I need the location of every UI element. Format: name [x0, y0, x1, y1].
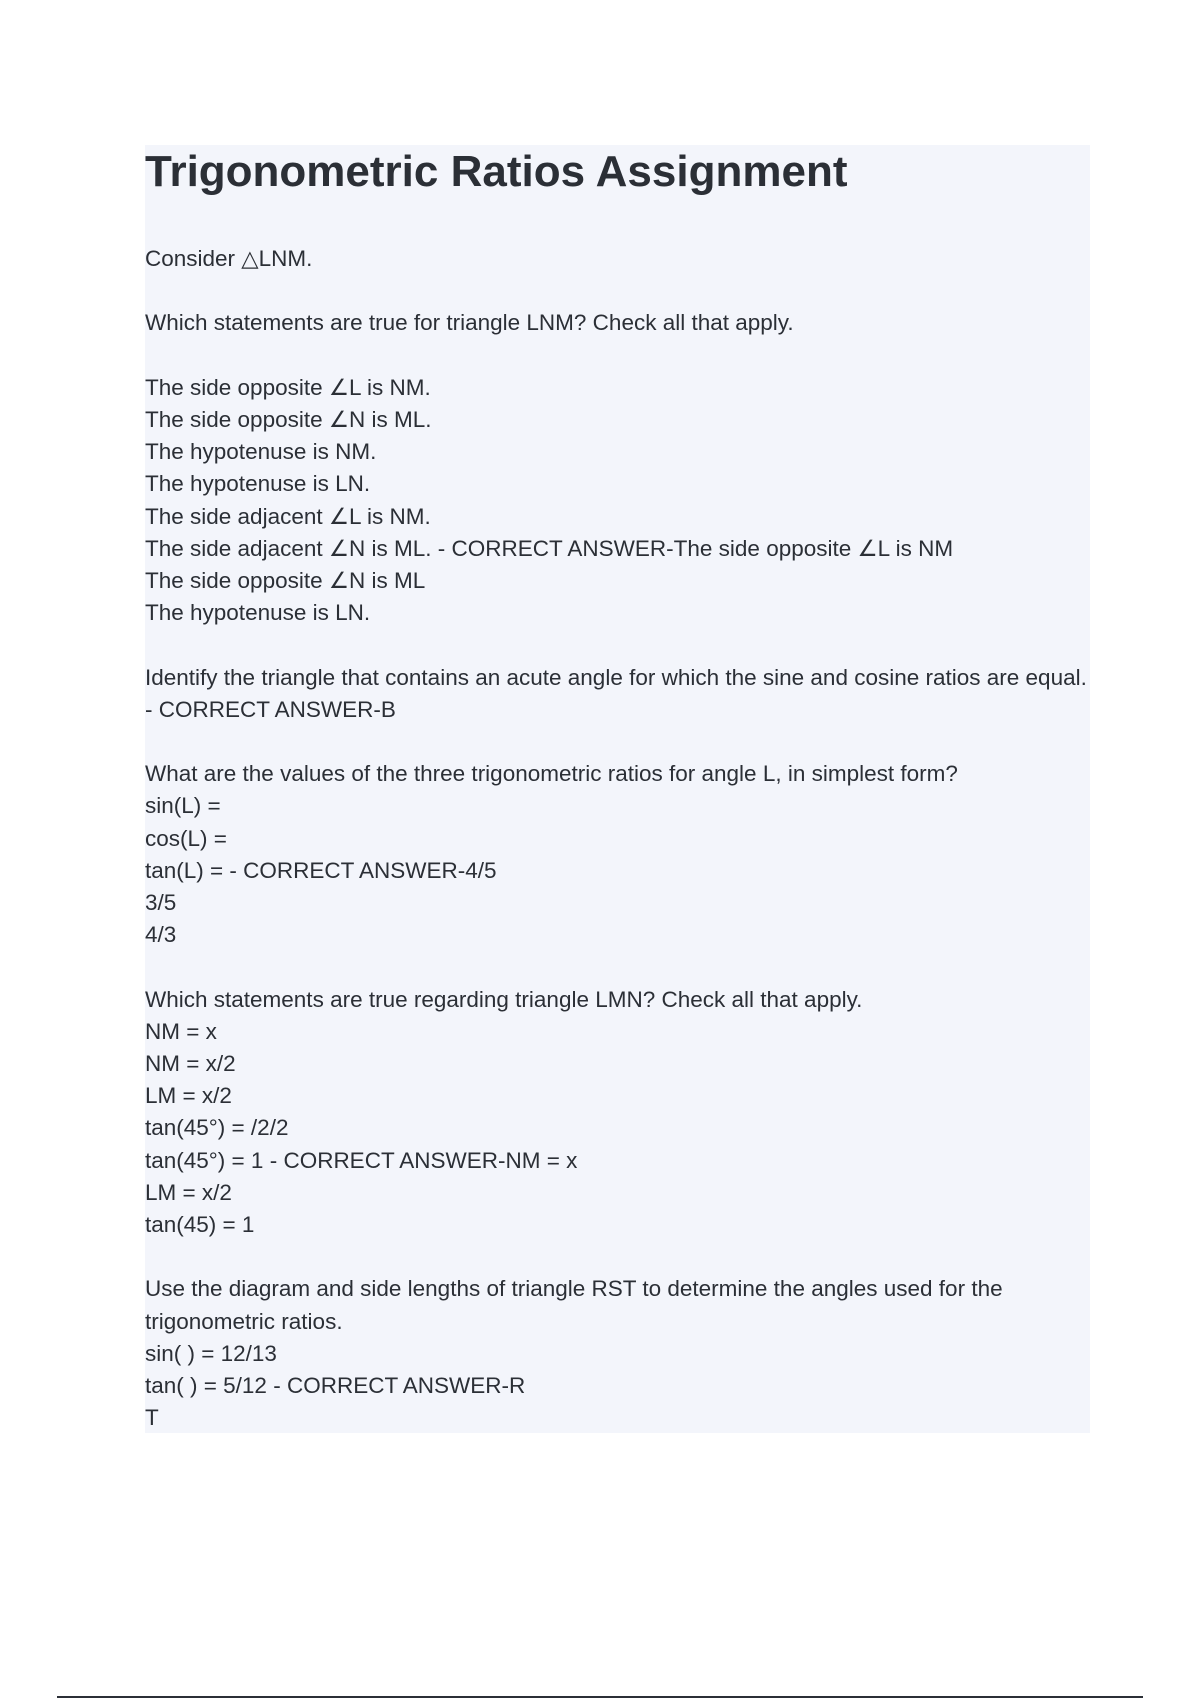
question-4-line: LM = x/2: [145, 1083, 232, 1109]
question-5-line: tan( ) = 5/12 - CORRECT ANSWER-R: [145, 1373, 526, 1399]
question-3-line: cos(L) =: [145, 825, 227, 851]
question-4-line: NM = x/2: [145, 1051, 236, 1076]
document-body: [145, 243, 1095, 1467]
footer-rule: [57, 1696, 1143, 1698]
question-4-line: Which statements are true regarding triangle LMN? Check all that apply.: [145, 986, 863, 1012]
question-4-line: tan(45) = 1: [145, 1212, 255, 1238]
question-1-line: The hypotenuse is NM.: [145, 439, 377, 465]
question-2-text: Identify the triangle that contains an acute angle for which the sine and cosine ratios are equal. - CORRECT ANSWER-B: [145, 664, 1087, 722]
document-title: Trigonometric Ratios Assignment: [145, 147, 848, 196]
question-3-line: sin(L) =: [145, 793, 221, 819]
question-1-line: The side adjacent ∠N is ML. - CORRECT ANSWER-The side opposite ∠L is NM: [145, 535, 954, 561]
question-3-line: tan(L) = - CORRECT ANSWER-4/5: [145, 857, 497, 883]
question-4-line: LM = x/2: [145, 1179, 232, 1205]
question-1-prompt-block: [145, 307, 1095, 339]
question-3-line: 4/3: [145, 922, 177, 948]
question-3-line: 3/5: [145, 890, 177, 915]
question-5-prompt: Use the diagram and side lengths of triangle RST to determine the angles used for the trigonometric ratios.: [145, 1276, 1003, 1334]
intro-block: [145, 243, 1095, 275]
question-1-options: [145, 372, 1095, 630]
question-5-line: T: [145, 1405, 159, 1431]
question-3-block: [145, 758, 1095, 951]
question-4-line: tan(45°) = /2/2: [145, 1115, 289, 1141]
question-4-line: NM = x: [145, 1018, 217, 1044]
question-1-line: The hypotenuse is LN.: [145, 471, 371, 497]
question-1-line: The side opposite ∠N is ML.: [145, 406, 432, 432]
question-5-block: [145, 1273, 1095, 1434]
question-1-line: The side adjacent ∠L is NM.: [145, 503, 431, 529]
question-4-block: [145, 984, 1095, 1242]
question-2-block: [145, 662, 1095, 726]
question-1-line: The side opposite ∠L is NM.: [145, 374, 431, 400]
question-1-prompt: Which statements are true for triangle LNM? Check all that apply.: [145, 310, 794, 336]
question-5-line: sin( ) = 12/13: [145, 1340, 277, 1366]
question-1-line: The side opposite ∠N is ML: [145, 568, 426, 593]
question-1-line: The hypotenuse is LN.: [145, 600, 371, 626]
question-3-line: What are the values of the three trigonometric ratios for angle L, in simplest form?: [145, 761, 958, 787]
question-4-line: tan(45°) = 1 - CORRECT ANSWER-NM = x: [145, 1147, 578, 1173]
intro-text: Consider △LNM.: [145, 246, 313, 271]
